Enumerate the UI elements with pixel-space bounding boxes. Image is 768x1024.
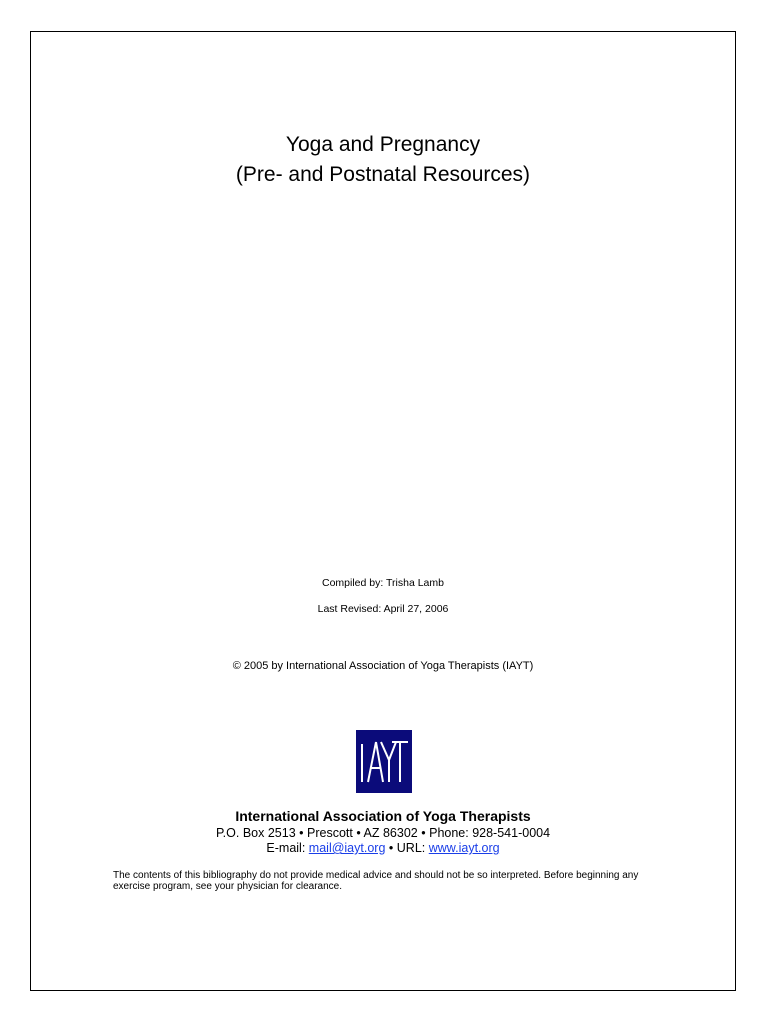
- url-label: URL:: [396, 841, 426, 855]
- title-line-1: Yoga and Pregnancy: [285, 133, 481, 156]
- email-label: E-mail:: [266, 841, 306, 855]
- separator-4: •: [388, 841, 394, 855]
- email-link[interactable]: mail@iayt.org: [308, 841, 386, 855]
- separator-3: •: [421, 826, 426, 840]
- phone: Phone: 928-541-0004: [429, 826, 551, 840]
- contact-web-line: [30, 841, 736, 856]
- title-line-2: (Pre- and Postnatal Resources): [235, 163, 531, 186]
- copyright-notice: © 2005 by International Association of Yoga Therapists (IAYT): [232, 660, 534, 672]
- state-zip: AZ 86302: [363, 826, 418, 840]
- website-link[interactable]: www.iayt.org: [428, 841, 500, 855]
- separator-1: •: [299, 826, 304, 840]
- iayt-logo: [356, 730, 412, 793]
- compiled-by: Compiled by: Trisha Lamb: [322, 577, 444, 589]
- contact-address-line: [30, 826, 736, 841]
- po-box: P.O. Box 2513: [215, 826, 296, 840]
- medical-disclaimer: The contents of this bibliography do not provide medical advice and should not be so interpreted. Before beginning any exercise program, see your physician for clearance.: [113, 870, 639, 892]
- last-revised: Last Revised: April 27, 2006: [317, 603, 449, 615]
- document-title: [30, 130, 736, 190]
- separator-2: •: [356, 826, 361, 840]
- city: Prescott: [307, 826, 353, 840]
- iayt-logo-mark-icon: [356, 730, 412, 793]
- organization-name: International Association of Yoga Therapists: [235, 808, 531, 824]
